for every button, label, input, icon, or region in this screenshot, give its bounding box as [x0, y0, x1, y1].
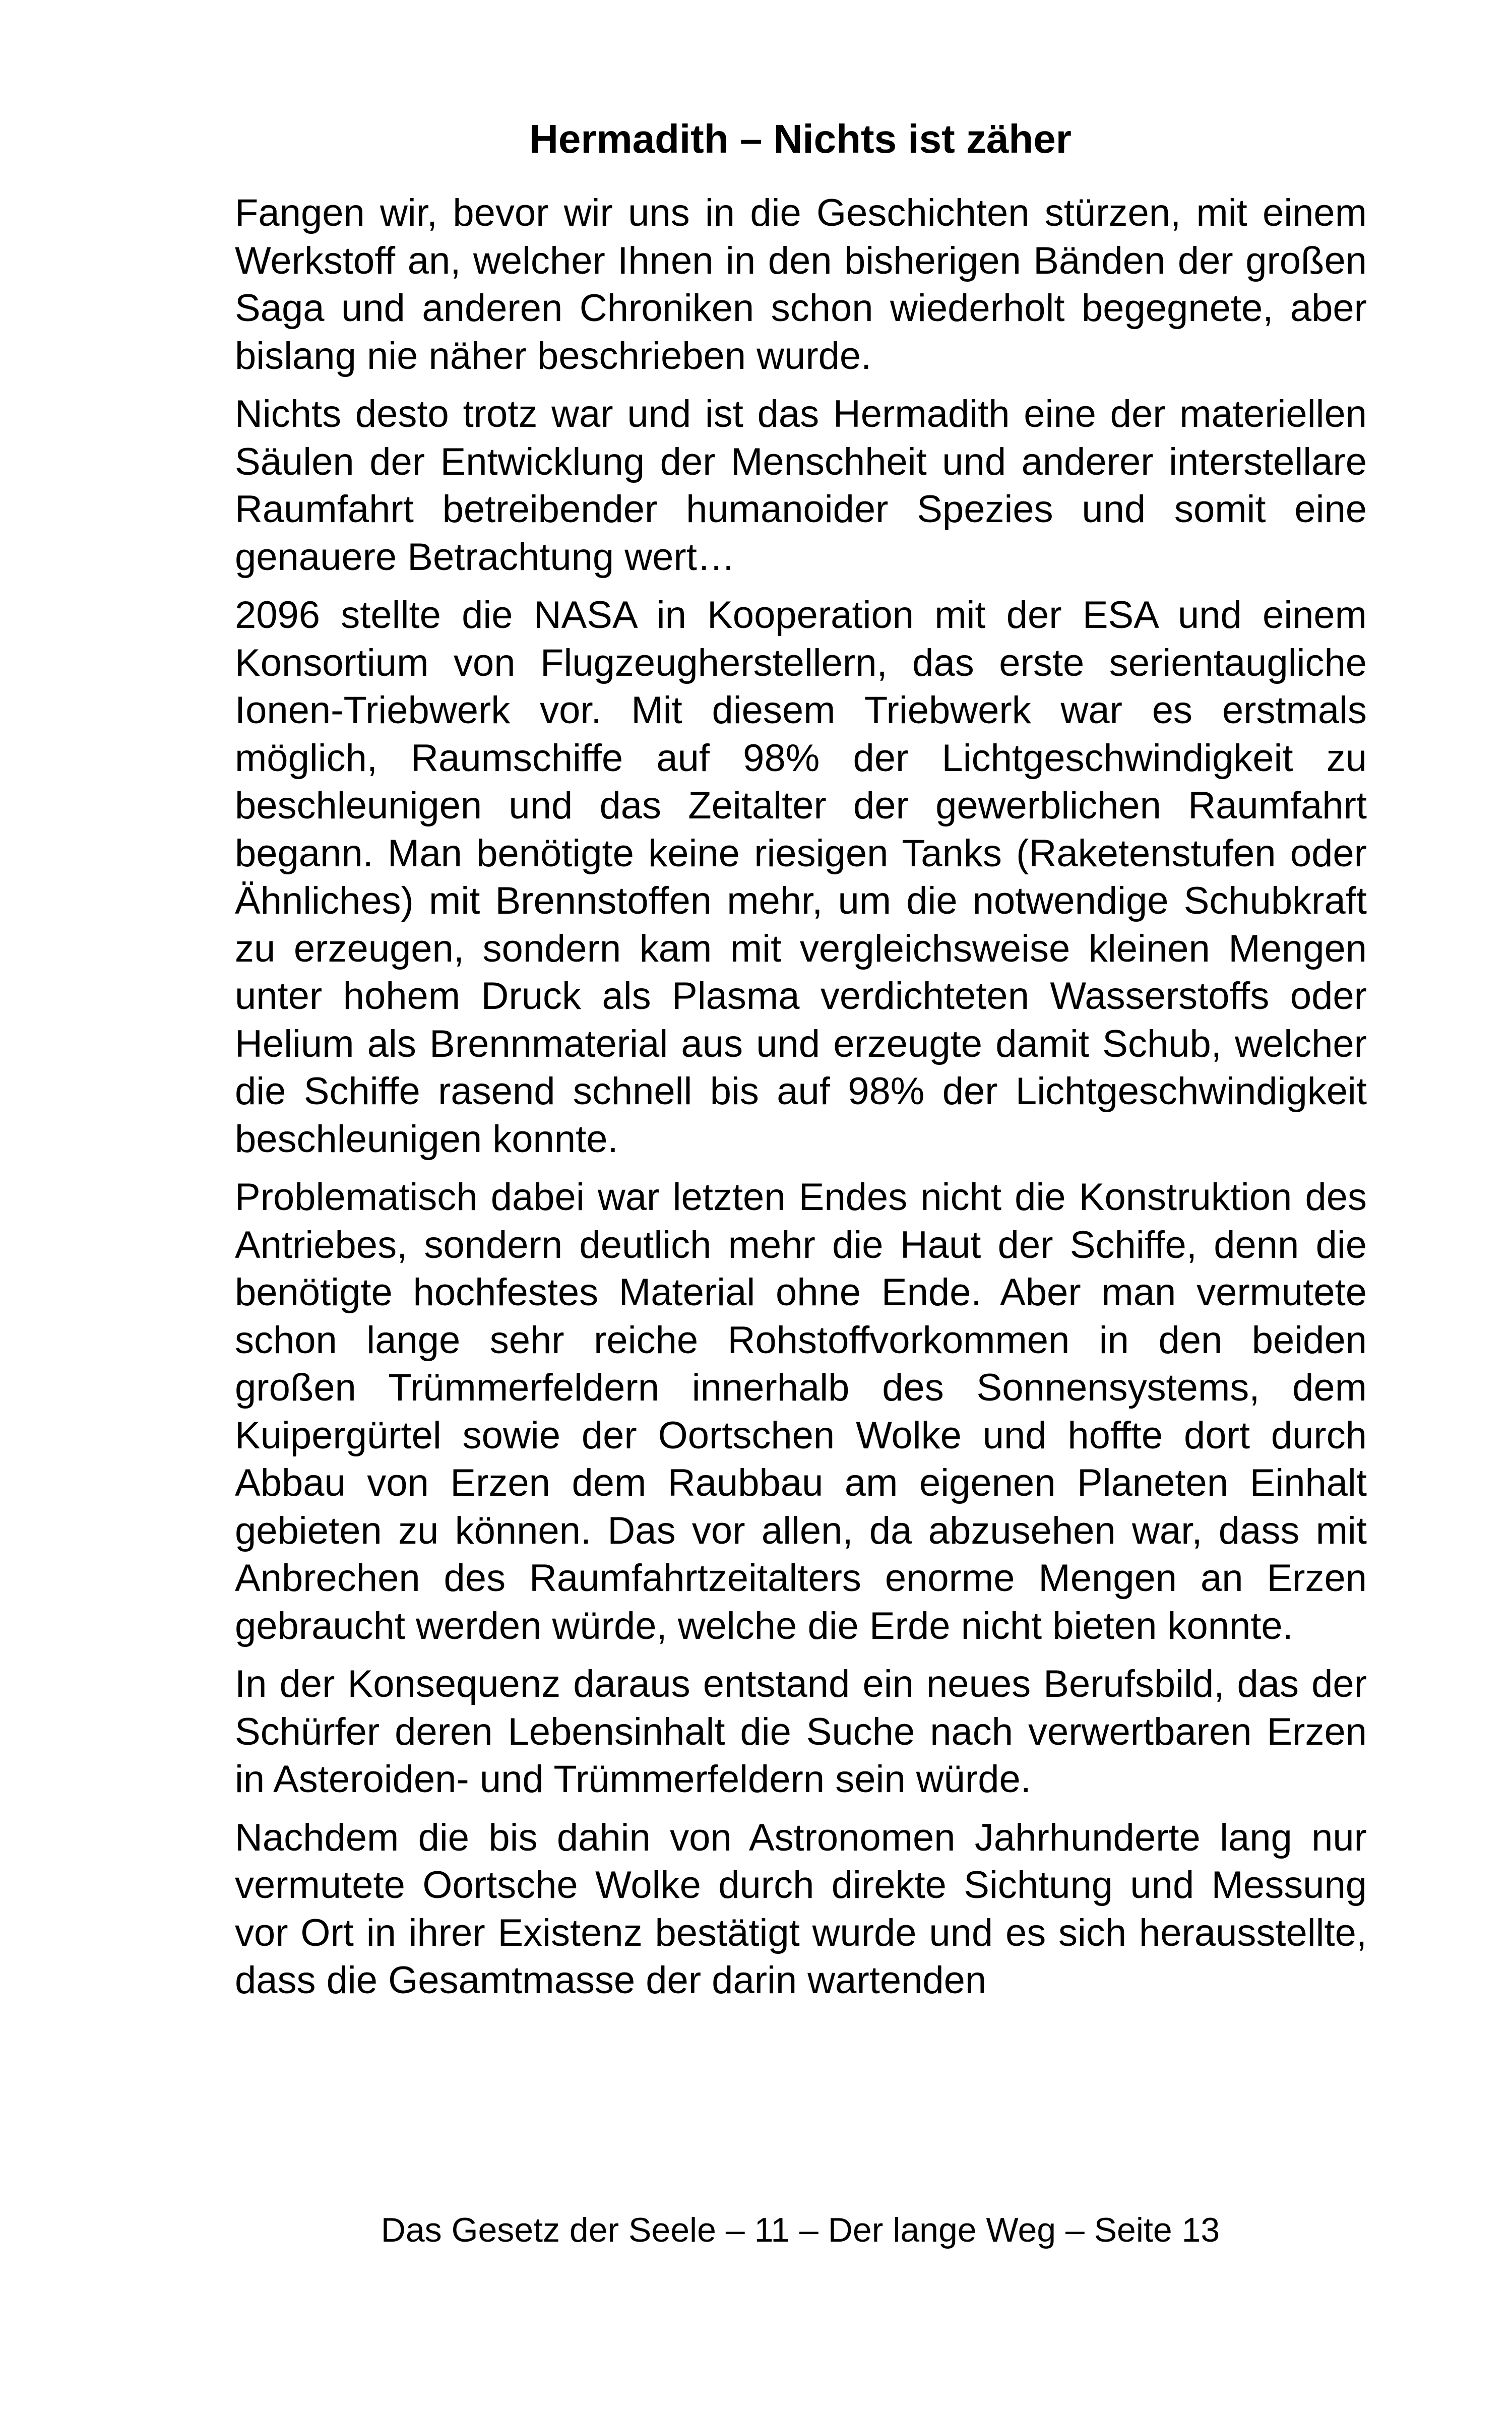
paragraph: Nachdem die bis dahin von Astronomen Jahrhunderte lang nur vermutete Oortsche Wolke durch direkte Sichtung und Messung vor Ort in ihrer Existenz bestätigt wurde und es sich herausstellte, dass die Gesamtmasse der darin wartenden: [235, 1816, 1367, 2002]
paragraph: Fangen wir, bevor wir uns in die Geschichten stürzen, mit einem Werkstoff an, welcher Ihnen in den bisherigen Bänden der großen Saga und anderen Chroniken schon wiederholt begegnete, aber bislang nie näher beschrieben wurde.: [235, 192, 1367, 377]
paragraph: Nichts desto trotz war und ist das Hermadith eine der materiellen Säulen der Entwicklung der Menschheit und anderer interstellare Raumfahrt betreibender humanoider Spezies und somit eine genauere Betrachtung wert…: [235, 393, 1367, 579]
paragraph: In der Konsequenz daraus entstand ein neues Berufsbild, das der Schürfer deren Lebensinhalt die Suche nach verwertbaren Erzen in Asteroiden- und Trümmerfeldern sein würde.: [235, 1663, 1367, 1801]
chapter-title: Hermadith – Nichts ist zäher: [529, 116, 1072, 161]
paragraph: 2096 stellte die NASA in Kooperation mit der ESA und einem Konsortium von Flugzeugherstellern, das erste serientaugliche Ionen-Triebwerk vor. Mit diesem Triebwerk war es erstmals möglich, Raumschiffe auf 98% der Lichtgeschwindigkeit zu beschleunigen und das Zeitalter der gewerblichen Raumfahrt begann. Man benötigte keine riesigen Tanks (Raketenstufen oder Ähnliches) mit Brennstoffen mehr, um die notwendige Schubkraft zu erzeugen, sondern kam mit vergleichsweise kleinen Mengen unter hohem Druck als Plasma verdichteten Wasserstoffs oder Helium als Brennmaterial aus und erzeugte damit Schub, welcher die Schiffe rasend schnell bis auf 98% der Lichtgeschwindigkeit beschleunigen konnte.: [235, 594, 1367, 1161]
body-text: [235, 189, 1367, 2015]
page-footer: Das Gesetz der Seele – 11 – Der lange Weg – Seite 13: [381, 2211, 1220, 2249]
paragraph: Problematisch dabei war letzten Endes nicht die Konstruktion des Antriebes, sondern deutlich mehr die Haut der Schiffe, denn die benötigte hochfestes Material ohne Ende. Aber man vermutete schon lange sehr reiche Rohstoffvorkommen in den beiden großen Trümmerfeldern innerhalb des Sonnensystems, dem Kuipergürtel sowie der Oortschen Wolke und hoffte dort durch Abbau von Erzen dem Raubbau am eigenen Planeten Einhalt gebieten zu können. Das vor allen, da abzusehen war, dass mit Anbrechen des Raumfahrtzeitalters enorme Mengen an Erzen gebraucht werden würde, welche die Erde nicht bieten konnte.: [235, 1176, 1367, 1647]
